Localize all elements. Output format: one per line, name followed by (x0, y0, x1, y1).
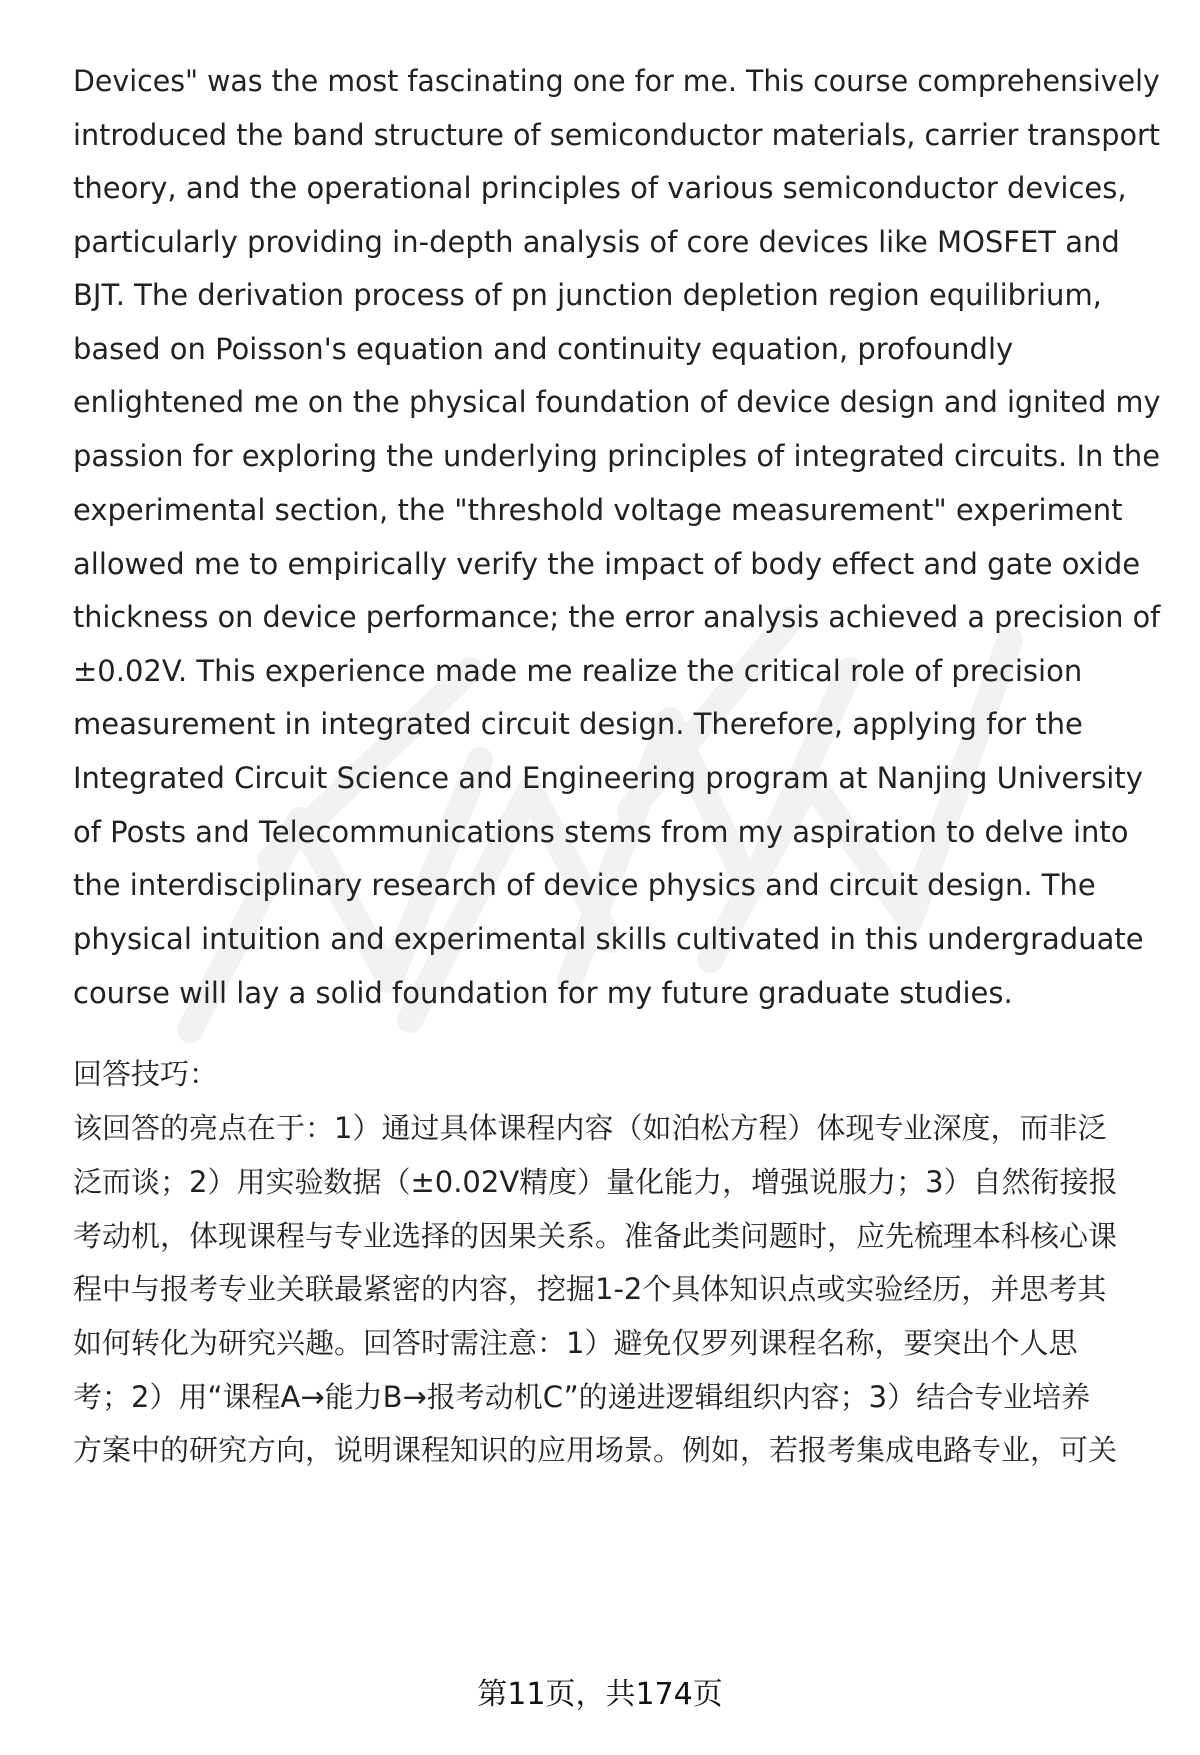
tips-line-3: 考动机，体现课程与专业选择的因果关系。准备此类问题时，应先梳理本科核心课 (73, 1219, 1118, 1253)
answer-line-9: experimental section, the "threshold voltage measurement" experiment (73, 493, 1123, 527)
answer-line-3: theory, and the operational principles of various semiconductor devices, (73, 171, 1127, 205)
tips-line-4: 程中与报考专业关联最紧密的内容，挖掘1-2个具体知识点或实验经历，并思考其 (73, 1272, 1107, 1306)
answer-line-2: introduced the band structure of semiconductor materials, carrier transport (73, 118, 1161, 152)
tips-heading: 回答技巧： (73, 1057, 219, 1091)
answer-line-11: thickness on device performance; the error analysis achieved a precision of (73, 600, 1161, 634)
tips-line-2: 泛而谈；2）用实验数据（±0.02V精度）量化能力，增强说服力；3）自然衔接报 (73, 1165, 1118, 1199)
answer-line-15: of Posts and Telecommunications stems from my aspiration to delve into (73, 815, 1129, 849)
answer-line-13: measurement in integrated circuit design. Therefore, applying for the (73, 707, 1083, 741)
tips-line-7: 方案中的研究方向，说明课程知识的应用场景。例如，若报考集成电路专业，可关 (73, 1433, 1118, 1467)
answer-line-5: BJT. The derivation process of pn junction depletion region equilibrium, (73, 278, 1102, 312)
answer-line-14: Integrated Circuit Science and Engineering program at Nanjing University (73, 761, 1143, 795)
answer-line-1: Devices" was the most fascinating one for me. This course comprehensively (73, 64, 1160, 98)
answer-line-6: based on Poisson's equation and continuity equation, profoundly (73, 332, 1014, 366)
tips-line-1: 该回答的亮点在于：1）通过具体课程内容（如泊松方程）体现专业深度，而非泛 (73, 1111, 1107, 1145)
answer-line-10: allowed me to empirically verify the impact of body effect and gate oxide (73, 547, 1141, 581)
answer-line-7: enlightened me on the physical foundation of device design and ignited my (73, 385, 1161, 419)
answer-line-4: particularly providing in-depth analysis of core devices like MOSFET and (73, 225, 1120, 259)
tips-line-6: 考；2）用“课程A→能力B→报考动机C”的递进逻辑组织内容；3）结合专业培养 (73, 1380, 1091, 1414)
answer-line-18: course will lay a solid foundation for my future graduate studies. (73, 976, 1013, 1010)
answer-line-12: ±0.02V. This experience made me realize the critical role of precision (73, 654, 1083, 688)
tips-line-5: 如何转化为研究兴趣。回答时需注意：1）避免仅罗列课程名称，要突出个人思 (73, 1326, 1078, 1360)
answer-line-8: passion for exploring the underlying principles of integrated circuits. In the (73, 439, 1161, 473)
answer-line-16: the interdisciplinary research of device physics and circuit design. The (73, 868, 1096, 902)
page-number-footer: 第11页，共174页 (477, 1677, 723, 1712)
answer-line-17: physical intuition and experimental skills cultivated in this undergraduate (73, 922, 1144, 956)
